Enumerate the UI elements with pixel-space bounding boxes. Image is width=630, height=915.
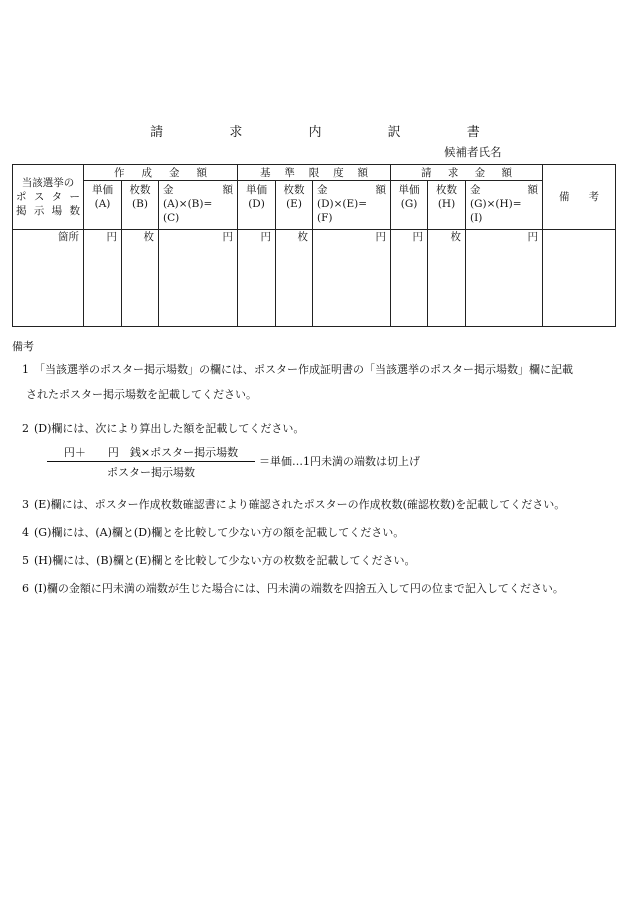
unit-price-formula: [47, 444, 420, 480]
note-item: [12, 363, 618, 402]
count-b-header: 枚数 (B): [122, 181, 159, 230]
note-item: [12, 526, 618, 540]
note-item: [12, 498, 618, 512]
count-b-cell[interactable]: 枚: [122, 230, 159, 327]
note-number: 4: [22, 526, 29, 539]
amount-i-header: 金 額 (G)×(H)= (I): [466, 181, 543, 230]
note-number: 5: [22, 554, 29, 567]
formula-result: ＝単価…1円未満の端数は切上げ: [259, 455, 420, 468]
unit-price-d-cell[interactable]: 円: [238, 230, 276, 327]
remarks-cell[interactable]: [543, 230, 616, 327]
amount-f-cell[interactable]: 円: [313, 230, 391, 327]
title-char: 請: [150, 125, 164, 140]
location-count-cell[interactable]: 箇所: [13, 230, 84, 327]
note-number: 1: [22, 363, 29, 376]
note-item: [12, 554, 618, 568]
title-char: 内: [308, 125, 322, 140]
amount-f-header: 金 額 (D)×(E)= (F): [313, 181, 391, 230]
standard-limit-header: 基 準 限 度 額: [238, 165, 391, 181]
count-e-cell[interactable]: 枚: [276, 230, 313, 327]
unit-price-a-cell[interactable]: 円: [84, 230, 122, 327]
count-h-cell[interactable]: 枚: [428, 230, 466, 327]
amount-c-header: 金 額 (A)×(B)= (C): [159, 181, 238, 230]
invoice-breakdown-table: [12, 164, 616, 327]
note-text-continued: されたポスター掲示場数を記載してください。: [26, 388, 257, 401]
claim-amount-header: 請 求 金 額: [391, 165, 543, 181]
title-char: 求: [229, 125, 243, 140]
note-text: 「当該選挙のポスター掲示場数」の欄には、ポスター作成証明書の「当該選挙のポスター掲示場数」欄に記載: [34, 363, 573, 376]
unit-price-d-header: 単価 (D): [238, 181, 276, 230]
remarks-header: 備 考: [543, 165, 616, 230]
note-text: (G)欄には、(A)欄と(D)欄とを比較して少ない方の額を記載してください。: [34, 526, 405, 539]
amount-i-cell[interactable]: 円: [466, 230, 543, 327]
note-number: 2: [22, 422, 29, 435]
title-char: 書: [466, 125, 480, 140]
note-text: (H)欄には、(B)欄と(E)欄とを比較して少ない方の枚数を記載してください。: [34, 554, 416, 567]
unit-price-g-cell[interactable]: 円: [391, 230, 428, 327]
formula-fraction: [47, 444, 255, 480]
note-number: 3: [22, 498, 29, 511]
document-title: [0, 121, 630, 140]
count-e-header: 枚数 (E): [276, 181, 313, 230]
count-h-header: 枚数 (H): [428, 181, 466, 230]
formula-denominator: ポスター掲示場数: [107, 466, 195, 479]
amount-c-cell[interactable]: 円: [159, 230, 238, 327]
note-item: [12, 582, 618, 596]
note-item: [12, 422, 618, 436]
formula-numerator: 円＋ 円 銭×ポスター掲示場数: [47, 444, 255, 462]
notes-title: 備考: [12, 340, 34, 353]
unit-price-g-header: 単価 (G): [391, 181, 428, 230]
candidate-name-label: 候補者氏名: [444, 145, 502, 159]
production-amount-header: 作 成 金 額: [84, 165, 238, 181]
note-text: (E)欄には、ポスター作成枚数確認書により確認されたポスターの作成枚数(確認枚数)を記載してください。: [34, 498, 566, 511]
note-text: (D)欄には、次により算出した額を記載してください。: [34, 422, 305, 435]
note-number: 6: [22, 582, 29, 595]
title-char: 訳: [387, 125, 401, 140]
note-text: (I)欄の金額に円未満の端数が生じた場合には、円未満の端数を四捨五入して円の位まで記入してください。: [34, 582, 564, 595]
unit-price-a-header: 単価 (A): [84, 181, 122, 230]
poster-location-count-header: 当該選挙の ポ ス タ ー 掲 示 場 数: [13, 165, 84, 230]
